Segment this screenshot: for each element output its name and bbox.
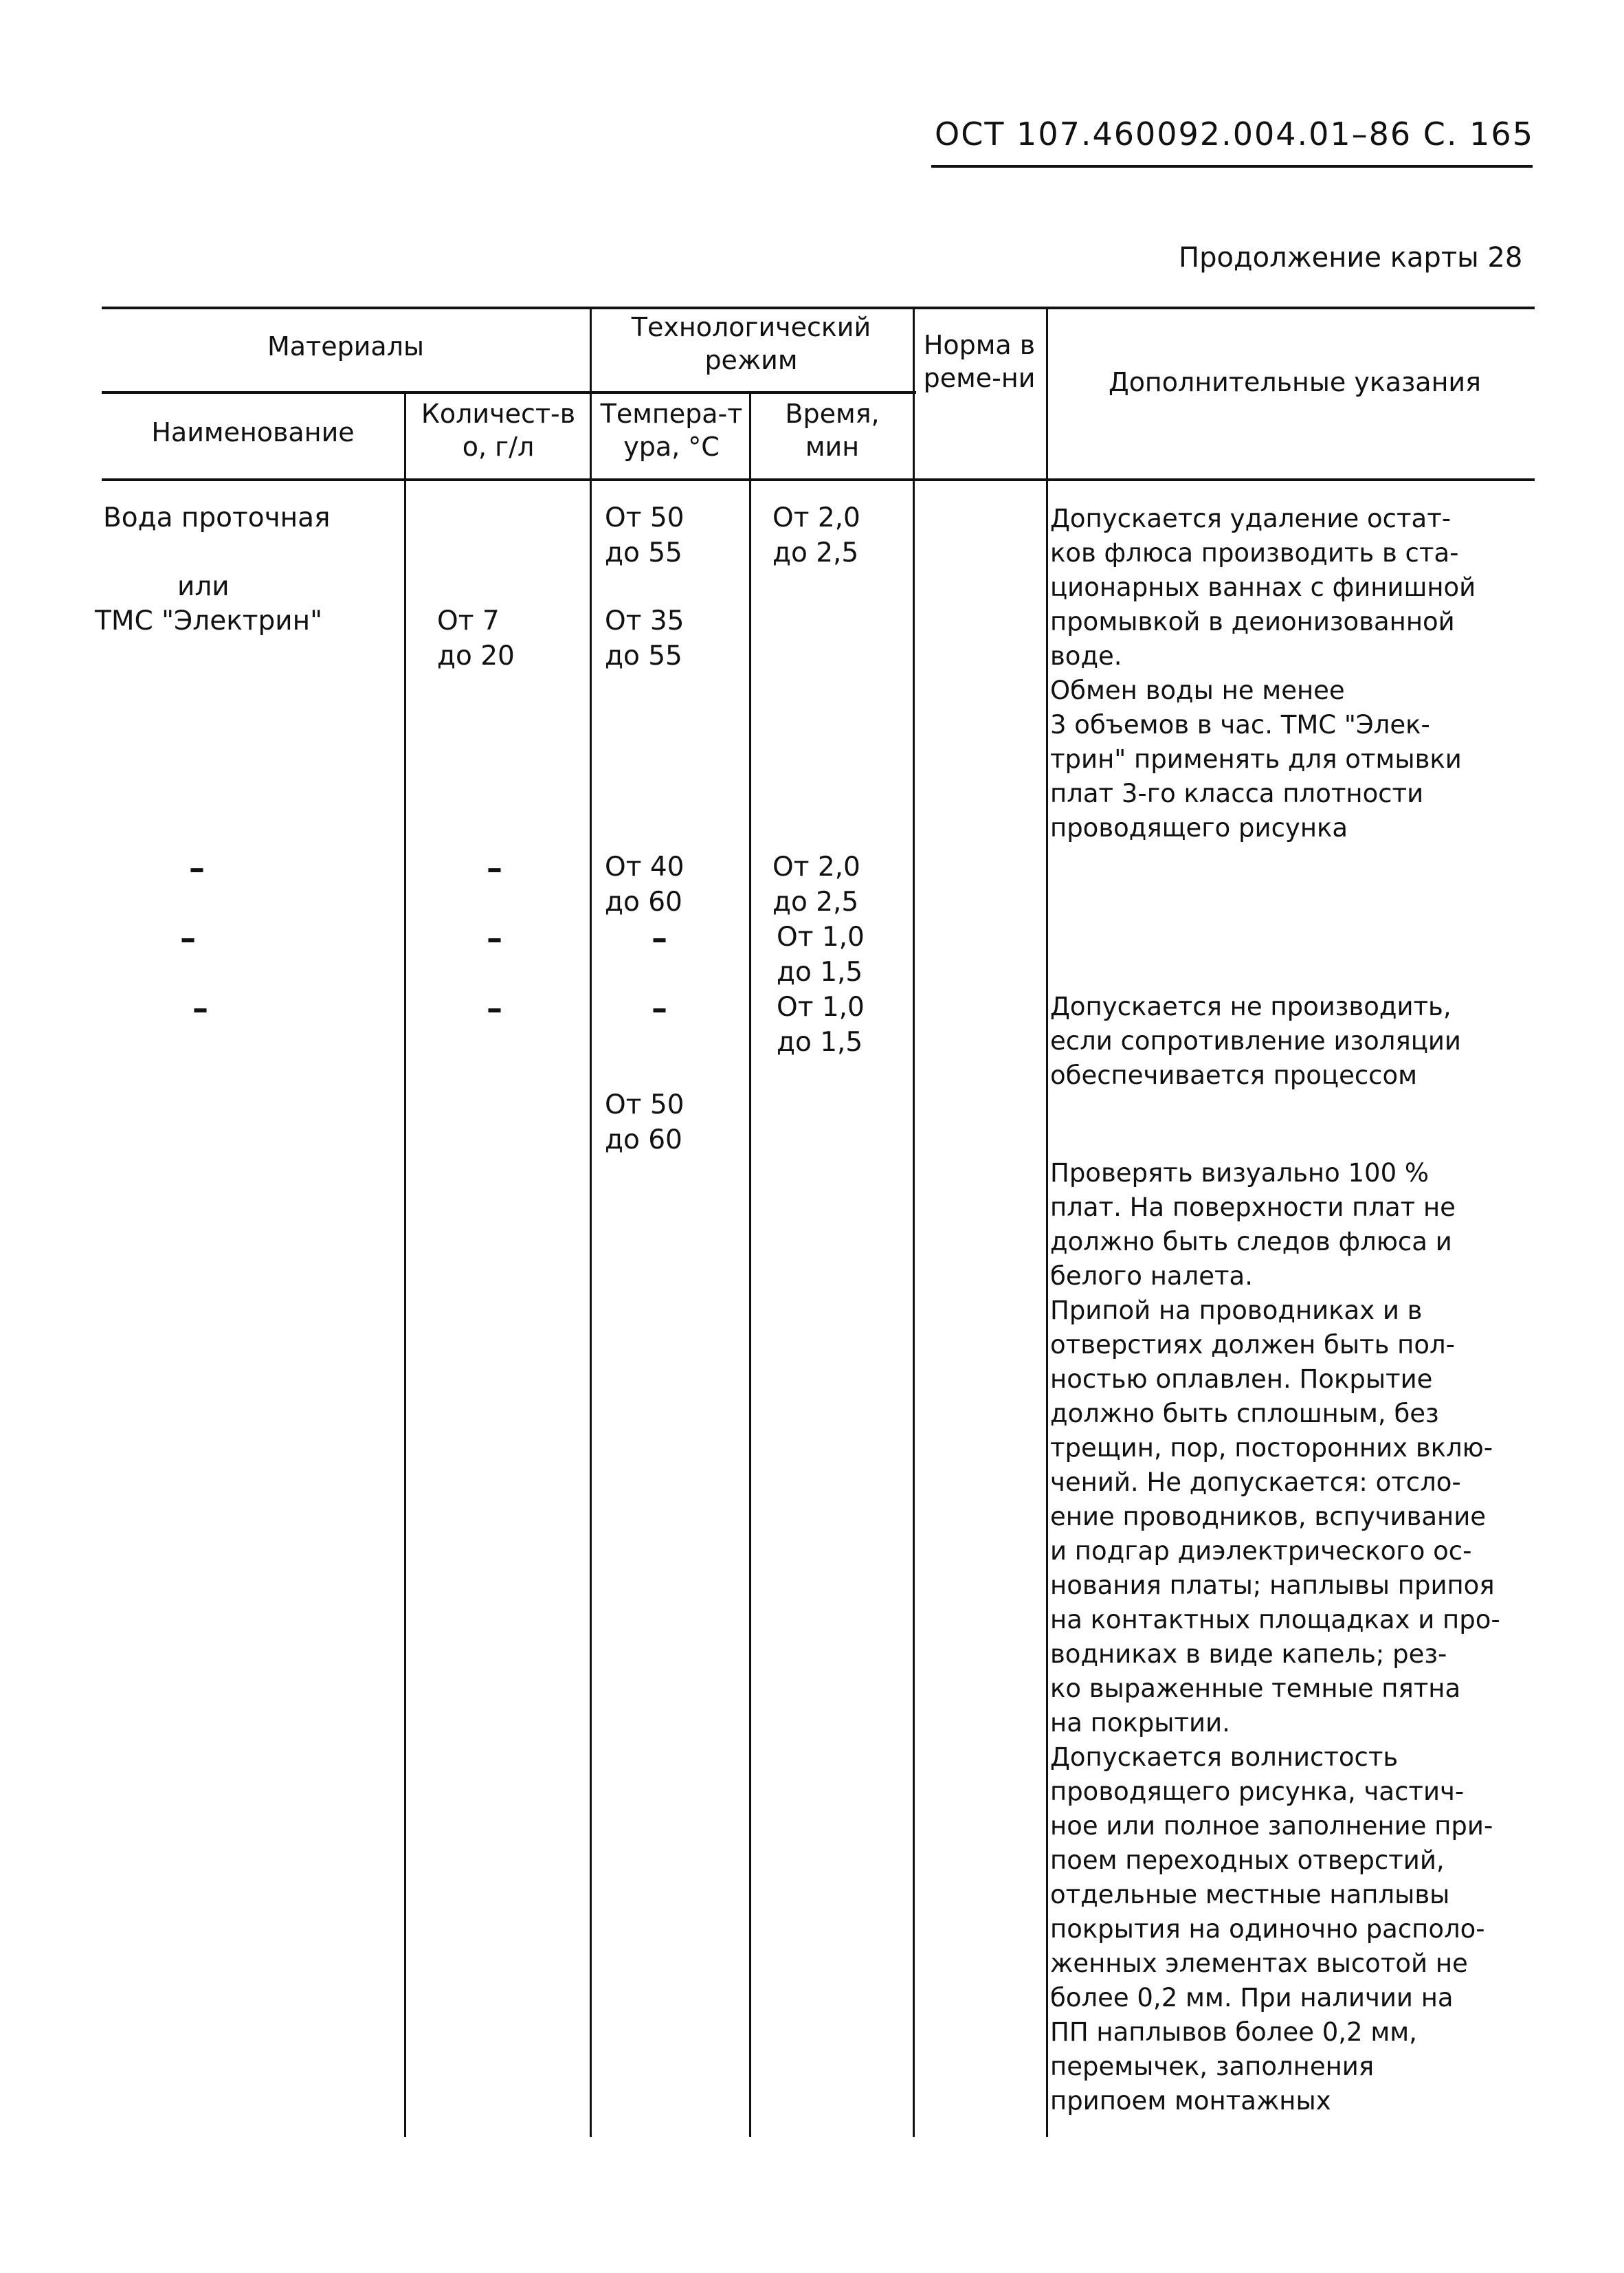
name-dash: – [192, 990, 208, 1027]
column-divider-temp-time [749, 391, 751, 2137]
material-name-tms: ТМС "Электрин" [95, 606, 323, 636]
column-divider-materials-mode [590, 307, 592, 2137]
column-header-temperature: Темпера-тура, °С [600, 399, 743, 462]
header-divider-rule [102, 391, 916, 394]
temperature-value: От 35 до 55 [605, 606, 685, 672]
time-value: От 1,0 до 1,5 [777, 922, 865, 988]
name-dash: – [180, 920, 196, 957]
note-visual-inspection: Проверять визуально 100 % плат. На поверхности плат не должно быть следов флюса и белого налета. [1050, 1158, 1456, 1291]
quantity-value: От 7 до 20 [437, 606, 515, 672]
column-divider-mode-norm [913, 307, 915, 2137]
column-header-time: Время, мин [785, 399, 880, 462]
column-divider-name-qty [404, 391, 406, 2137]
material-name-water: Вода проточная [103, 502, 331, 533]
temperature-value: От 40 до 60 [605, 852, 685, 918]
document-reference: ОСТ 107.460092.004.01–86 С. 165 [935, 115, 1534, 153]
quantity-dash: – [487, 850, 502, 887]
continuation-label: Продолжение карты 28 [1179, 242, 1523, 274]
note-optional-operation: Допускается не производить, если сопротивление изоляции обеспечивается процессом [1050, 992, 1461, 1090]
temperature-value: От 50 до 60 [605, 1089, 685, 1155]
note-allowed-defects: Допускается волнистость проводящего рисунка, частич- ное или полное заполнение при- поем переходных отверстий, отдельные местные наплывы покрытия на одиночно располо- женных элементах высотой не более 0,2 мм. При наличии на ПП наплывов более 0,2 мм, перемычек, заполнения припоем монтажных [1050, 1742, 1493, 2116]
temperature-dash: – [652, 990, 667, 1027]
table-top-rule [102, 307, 1535, 309]
quantity-dash: – [487, 990, 502, 1027]
column-header-tech-mode: Технологический режим [631, 312, 871, 375]
temperature-dash: – [652, 920, 667, 957]
temperature-value: От 50 до 55 [605, 502, 685, 568]
column-header-name: Наименование [151, 417, 355, 447]
time-value: От 1,0 до 1,5 [777, 992, 865, 1058]
note-residue-removal: Допускается удаление остат- ков флюса производить в ста- ционарных ваннах с финишной промывкой в деионизованной воде. [1050, 504, 1476, 671]
column-divider-norm-notes [1046, 307, 1048, 2137]
note-water-exchange: Обмен воды не менее 3 объемов в час. ТМС "Элек- трин" применять для отмывки плат 3-го класса плотности проводящего рисунка [1050, 676, 1462, 843]
time-value: От 2,0 до 2,5 [772, 852, 860, 918]
column-header-notes: Дополнительные указания [1109, 367, 1481, 397]
time-value: От 2,0 до 2,5 [772, 502, 860, 568]
column-header-quantity: Количест-во, г/л [421, 399, 576, 462]
quantity-dash: – [487, 920, 502, 957]
material-or-label: или [177, 571, 230, 602]
header-bottom-rule [102, 478, 1535, 481]
note-solder-requirements: Припой на проводниках и в отверстиях должен быть пол- ностью оплавлен. Покрытие должно быть сплошным, без трещин, пор, посторонних вклю- чений. Не допускается: отсло- ение проводников, вспучивание и подгар диэлектрического ос- нования платы; наплывы припоя на контактных площадках и про- водниках в виде капель; рез- ко выраженные темные пятна на покрытии. [1050, 1296, 1500, 1738]
name-dash: – [189, 850, 205, 887]
header-rule [931, 165, 1533, 168]
column-header-time-norm: Норма време-ни [923, 330, 1036, 393]
column-header-materials: Материалы [267, 331, 424, 362]
